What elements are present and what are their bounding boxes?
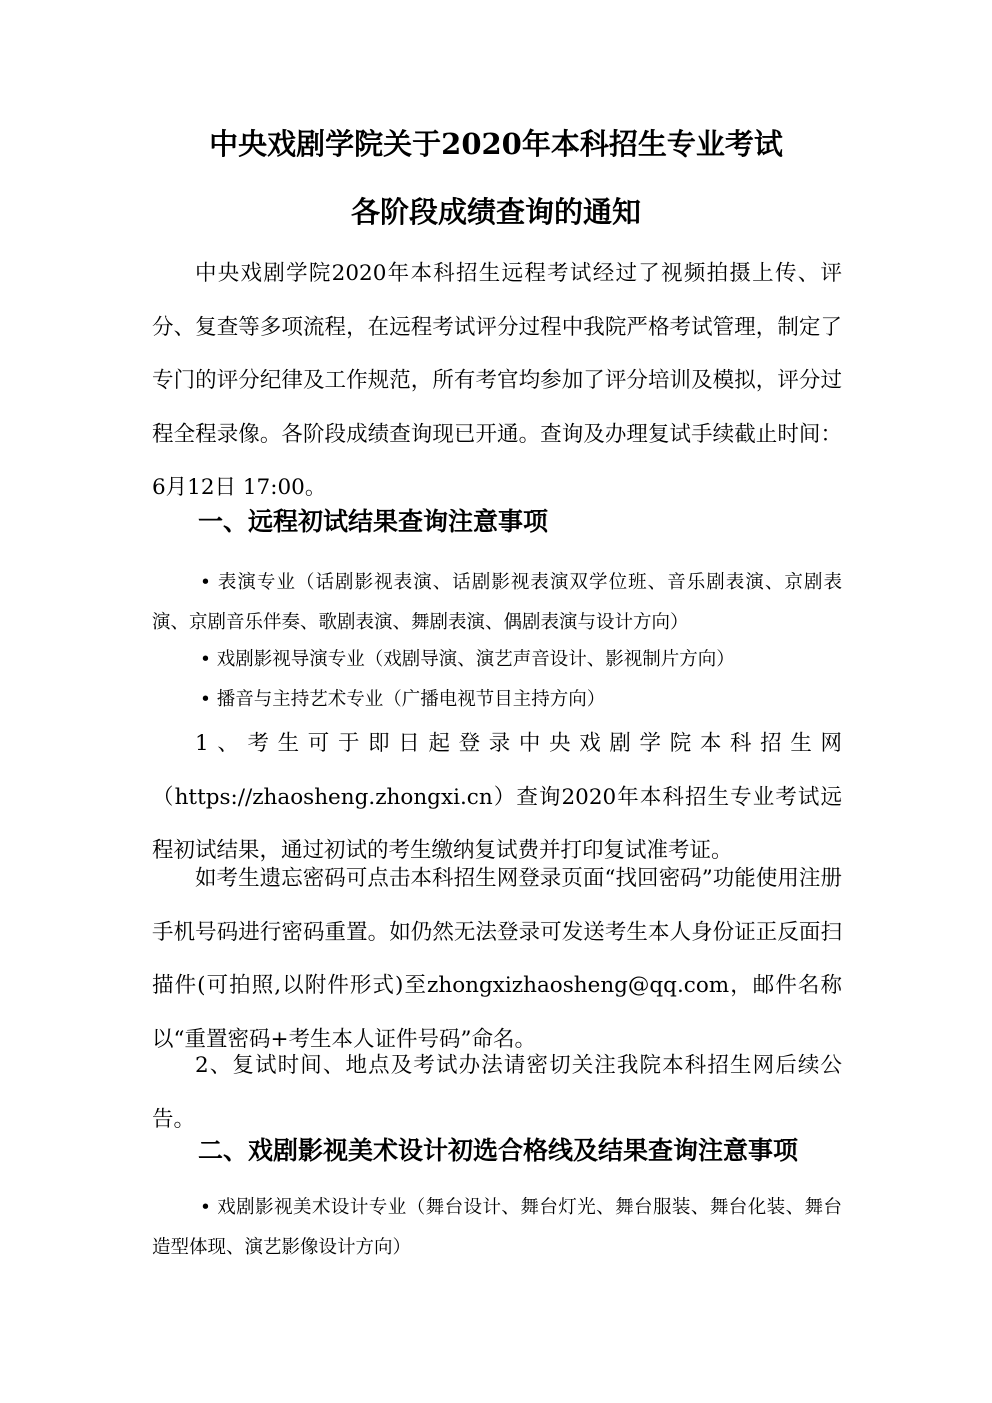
section1-bullet-directing: • 戏剧影视导演专业（戏剧导演、演艺声音设计、影视制片方向） — [200, 649, 735, 670]
intro-paragraph: 中央戏剧学院2020年本科招生远程考试经过了视频拍摄上传、评分、复查等多项流程，在远程考试评分过程中我院严格考试管理，制定了专门的评分纪律及工作规范，所有考官均参加了评分培训及模拟，评分过程全程录像。各阶段成绩查询现已开通。查询及办理复试手续截止时间：6月12日 17:00。 — [152, 261, 842, 500]
document-title-line2: 各阶段成绩查询的通知 — [350, 195, 641, 229]
section1-paragraph-1: 1、考生可于即日起登录中央戏剧学院本科招生网（https://zhaosheng.zhongxi.cn）查询2020年本科招生专业考试远程初试结果，通过初试的考生缴纳复试费并打印复试准考证。 — [152, 731, 842, 863]
section1-paragraph-password: 如考生遗忘密码可点击本科招生网登录页面“找回密码”功能使用注册手机号码进行密码重置。如仍然无法登录可发送考生本人身份证正反面扫描件(可拍照,以附件形式)至zhongxizhaosheng@qq.com，邮件名称以“重置密码+考生本人证件号码”命名。 — [152, 866, 842, 1052]
document-title-line1: 中央戏剧学院关于2020年本科招生专业考试 — [209, 127, 783, 161]
section2-bullet-design: • 戏剧影视美术设计专业（舞台设计、舞台灯光、舞台服装、舞台化装、舞台造型体现、演艺影像设计方向） — [152, 1197, 842, 1258]
section1-paragraph-2: 2、复试时间、地点及考试办法请密切关注我院本科招生网后续公告。 — [152, 1053, 842, 1132]
section1-heading: 一、远程初试结果查询注意事项 — [198, 507, 549, 536]
section1-bullet-performance: • 表演专业（话剧影视表演、话剧影视表演双学位班、音乐剧表演、京剧表演、京剧音乐伴奏、歌剧表演、舞剧表演、偶剧表演与设计方向） — [152, 572, 842, 633]
section2-heading: 二、戏剧影视美术设计初选合格线及结果查询注意事项 — [198, 1136, 799, 1165]
section1-bullet-broadcasting: • 播音与主持艺术专业（广播电视节目主持方向） — [200, 689, 606, 710]
